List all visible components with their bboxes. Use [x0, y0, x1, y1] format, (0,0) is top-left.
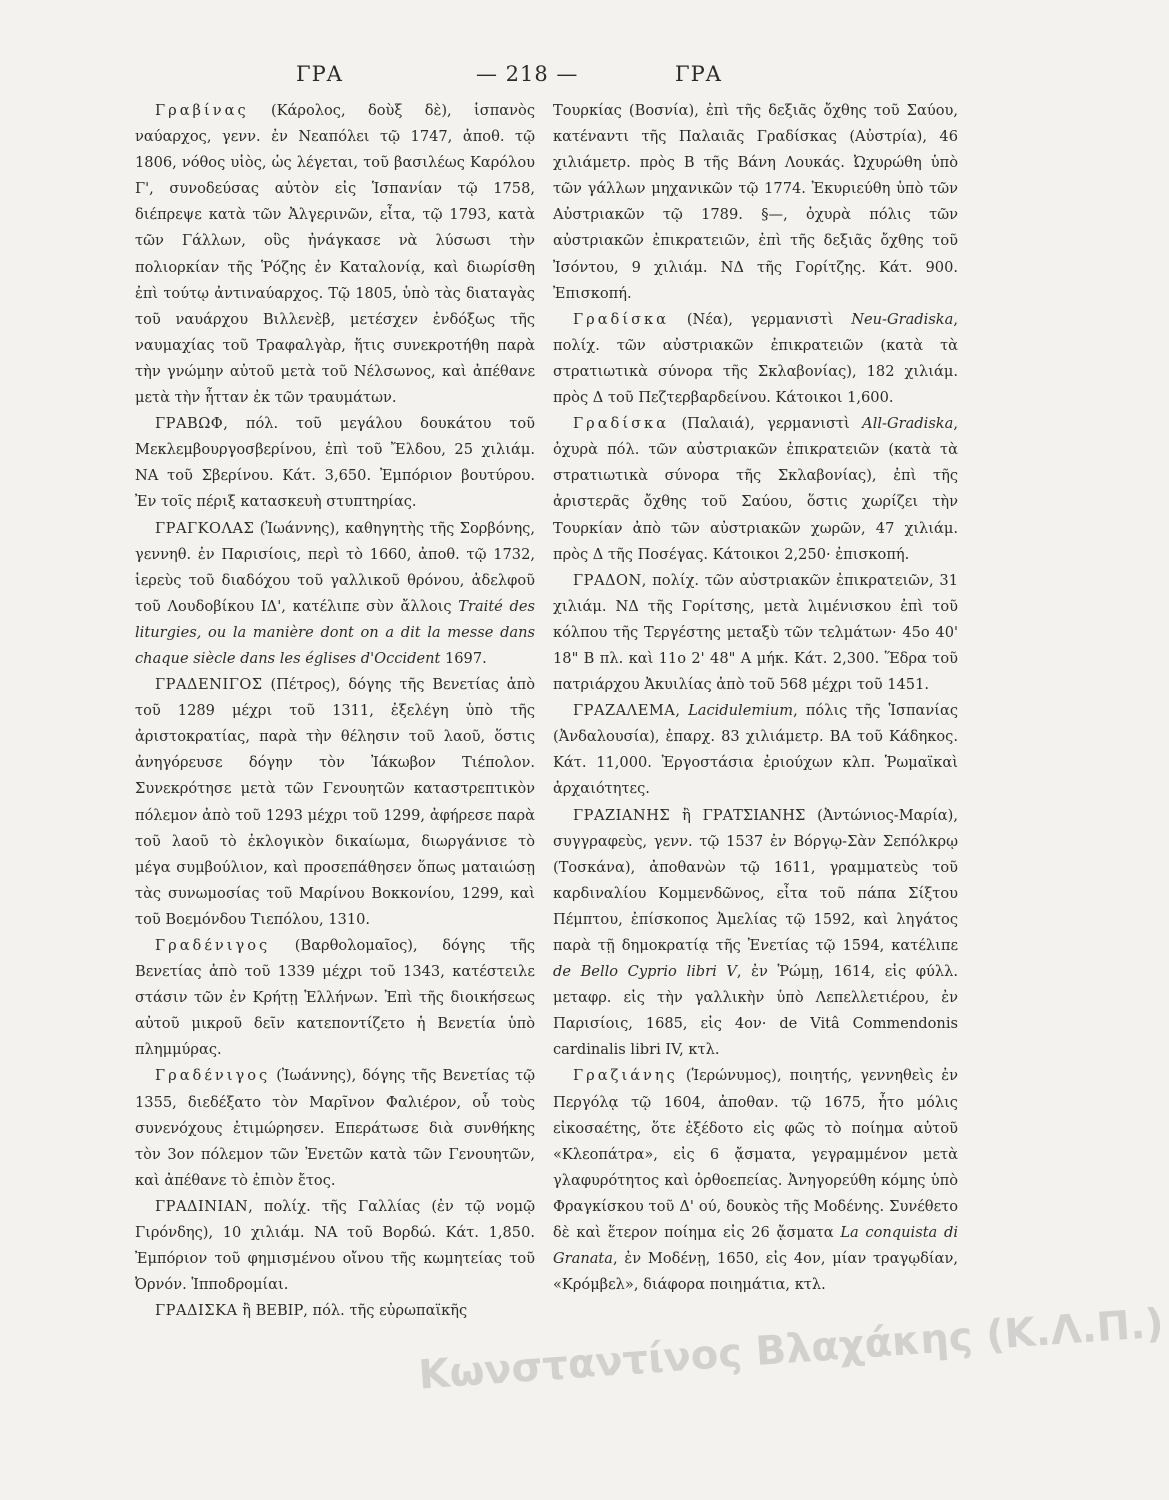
entry-text: (Κάρολος, δοὺξ δὲ), ἱσπανὸς ναύαρχος, γενν. ἐν Νεαπόλει τῷ 1747, ἀποθ. τῷ 1806, νόθος υἱὸς, ὡς λέγεται, τοῦ βασιλέως Καρόλου Γ', συνοδεύσας αὐτὸν εἰς Ἱσπανίαν τῷ 1758, διέπρεψε κατὰ τῶν Ἀλγερινῶν, εἶτα, τῷ 1793, κατὰ τῶν Γάλλων, οὓς ἠνάγκασε νὰ λύσωσι τὴν πολιορκίαν τῆς Ῥόζης ἐν Καταλονίᾳ, καὶ διωρίσθη ἐπὶ τούτῳ ἀντιναύαρχος. Τῷ 1805, ὑπὸ τὰς διαταγὰς τοῦ ναυάρχου Βιλλενὲβ, μετέσχεν ἐνδόξως τῆς ναυμαχίας τοῦ Τραφαλγὰρ, ἥτις συνεκροτήθη παρὰ τὴν γνώμην αὐτοῦ μετὰ τοῦ Νέλσωνος, καὶ ἀπέθανε μετὰ τὴν ἧτταν ἐκ τῶν τραυμάτων.	[135, 102, 535, 407]
entry-text: , πόλ. τοῦ μεγάλου δουκάτου τοῦ Μεκλεμβουργοσβερίνου, ἐπὶ τοῦ Ἔλδου, 25 χιλιάμ. ΝΑ τοῦ Σβερίνου. Κάτ. 3,650. Ἐμπόριον βουτύρου. Ἐν τοῖς πέριξ κατασκευὴ στυπτηρίας.	[135, 415, 535, 511]
entry-headword: Γραδίσκα	[573, 310, 670, 328]
dictionary-entry	[553, 307, 958, 411]
entry-italic-title: Neu-Gradiska	[851, 310, 954, 328]
entry-text: (Βαρθολομαῖος), δόγης τῆς Βενετίας ἀπὸ τοῦ 1339 μέχρι τοῦ 1343, κατέστειλε στάσιν τῶν ἐν Κρήτῃ Ἑλλήνων. Ἐπὶ τῆς διοικήσεως αὐτοῦ μικροῦ δεῖν κατεποντίζετο ἡ Βενετία ὑπὸ πλημμύρας.	[135, 937, 535, 1059]
entry-headword: Γραδένιγος	[155, 1067, 271, 1085]
left-column	[135, 98, 535, 1324]
entry-headword: ΓΡΑΓΚΟΛΑΣ	[155, 519, 255, 537]
dictionary-entry	[135, 98, 535, 411]
entry-headword: Γραζιάνης	[573, 1067, 678, 1085]
entry-text-tail: , πολίχ. τῶν αὐστριακῶν ἐπικρατειῶν (κατὰ τὰ στρατιωτικὰ σύνορα τῆς Σκλαβονίας), 182 χιλιάμ. πρὸς Δ τοῦ Πεζτερβαρδείνου. Κάτοικοι 1,600.	[553, 310, 958, 407]
dictionary-entry	[553, 568, 958, 698]
entry-headword: Γραδένιγος	[155, 937, 271, 954]
entry-headword: ΓΡΑΔΙΝΙΑΝ	[155, 1197, 249, 1215]
entry-headword: ΓΡΑΒΩΦ	[155, 415, 224, 433]
entry-text: (Πέτρος), δόγης τῆς Βενετίας ἀπὸ τοῦ 1289 μέχρι τοῦ 1311, ἐξελέγη ὑπὸ τῆς ἀριστοκρατίας, παρὰ τὴν θέλησιν τοῦ λαοῦ, ὅστις ἀνηγόρευσε δόγην τὸν Ἰάκωβον Τιέπολον. Συνεκρότησε μετὰ τῶν Γενουητῶν καταστρεπτικὸν πόλεμον ἀπὸ τοῦ 1293 μέχρι τοῦ 1299, ἀφήρεσε παρὰ τοῦ λαοῦ τὸ ἐκλογικὸν δικαίωμα, διωργάνισε τὸ μέγα συμβούλιον, καὶ προσεπάθησεν ὅπως ματαιώσῃ τὰς συνωμοσίας τοῦ Μαρίνου Βοκκονίου, 1299, καὶ τοῦ Βοεμόνδου Τιεπόλου, 1310.	[135, 676, 535, 928]
dictionary-entry	[553, 803, 958, 1064]
dictionary-entry	[135, 1063, 535, 1193]
entry-text: (Νέα), γερμανιστὶ	[669, 310, 852, 328]
entry-headword: Γραβίνας	[155, 102, 249, 119]
entry-text: , πολίχ. τῶν αὐστριακῶν ἐπικρατειῶν, 31 χιλιάμ. ΝΔ τῆς Γορίτσης, μετὰ λιμένισκου ἐπὶ τοῦ κόλπου τῆς Τεργέστης μεταξὺ τῶν τελμάτων· 45ο 40' 18" Β πλ. καὶ 11ο 2' 48" Α μήκ. Κάτ. 2,300. Ἕδρα τοῦ πατριάρχου Ἀκυιλίας ἀπὸ τοῦ 568 μέχρι τοῦ 1451.	[553, 571, 958, 694]
entry-text-tail: , ἐν Μοδένῃ, 1650, εἰς 4ον, μίαν τραγῳδίαν, «Κρόμβελ», διάφορα ποιημάτια, κτλ.	[553, 1250, 958, 1294]
entry-headword: ΓΡΑΔΕΝΙΓΟΣ	[155, 676, 263, 694]
entry-italic-title: Lacidulemium	[688, 702, 794, 720]
entry-text: (Ἱερώνυμος), ποιητής, γεννηθεὶς ἐν Περγόλᾳ τῷ 1604, ἀποθαν. τῷ 1675, ἦτο μόλις εἰκοσαέτης, ὅτε ἐξέδοτο εἰς φῶς τὸ ποίημα αὐτοῦ «Κλεοπάτρα», εἰς 6 ᾄσματα, γεγραμμένον μετὰ γλαφυρότητος καὶ ὀρθοεπείας. Ἀνηγορεύθη κόμης ὑπὸ Φραγκίσκου τοῦ Δ' ού, δουκὸς τῆς Μοδένης. Συνέθετο δὲ καὶ ἕτερον ποίημα εἰς 26 ᾄσματα	[553, 1067, 958, 1242]
page-number: — 218 —	[476, 62, 579, 86]
entry-text-tail: , ἐν Ῥώμῃ, 1614, εἰς φύλλ. μεταφρ. εἰς τὴν γαλλικὴν ὑπὸ Λεπελλετιέρου, ἐν Παρισίοις, 1685, εἰς 4ον· de Vitâ Commendonis cardinalis libri IV, κτλ.	[553, 963, 959, 1059]
dictionary-entry	[135, 672, 535, 933]
right-column	[553, 98, 958, 1298]
header-right-guide-word: ΓΡΑ	[675, 62, 722, 86]
entry-text: (Παλαιά), γερμανιστὶ	[669, 415, 863, 433]
dictionary-entry	[553, 411, 958, 568]
entry-headword: ΓΡΑΔΟΝ	[573, 571, 642, 589]
entry-text-tail: , πόλις τῆς Ἱσπανίας (Ἀνδαλουσία), ἐπαρχ. 83 χιλιάμετρ. ΒΑ τοῦ Κάδηκος. Κάτ. 11,000. Ἐργοστάσια ἐριούχων κλπ. Ῥωμαϊκαὶ ἀρχαιότητες.	[553, 702, 959, 798]
watermark-stamp: Κωνσταντίνος Βλαχάκης (Κ.Λ.Π.)	[417, 1300, 1166, 1399]
entry-text: (Ἰωάννης), καθηγητὴς τῆς Σορβόνης, γεννηθ. ἐν Παρισίοις, περὶ τὸ 1660, ἀποθ. τῷ 1732, ἱερεὺς τοῦ διαδόχου τοῦ γαλλικοῦ θρόνου, ἀδελφοῦ τοῦ Λουδοβίκου ΙΔ', κατέλιπε σὺν ἄλλοις	[135, 519, 535, 615]
page-header	[0, 62, 993, 96]
dictionary-entry	[135, 1298, 535, 1324]
entry-text-tail: , ὀχυρὰ πόλ. τῶν αὐστριακῶν ἐπικρατειῶν (κατὰ τὰ στρατιωτικὰ σύνορα τῆς Σκλαβονίας), ἐπὶ τῆς ἀριστερᾶς ὄχθης τοῦ Σαύου, ὅστις χωρίζει τὴν Τουρκίαν ἀπὸ τῶν αὐστριακῶν χωρῶν, 47 χιλιάμ. πρὸς Δ τῆς Ποσέγας. Κάτοικοι 2,250· ἐπισκοπή.	[553, 415, 958, 563]
entry-text: Τουρκίας (Βοσνία), ἐπὶ τῆς δεξιᾶς ὄχθης τοῦ Σαύου, κατέναντι τῆς Παλαιᾶς Γραδίσκας (Αὐστρία), 46 χιλιάμετρ. πρὸς Β τῆς Βάνη Λουκάς. Ὠχυρώθη ὑπὸ τῶν γάλλων μηχανικῶν τῷ 1774. Ἐκυριεύθη ὑπὸ τῶν Αὐστριακῶν τῷ 1789. §—, ὀχυρὰ πόλις τῶν αὐστριακῶν ἐπικρατειῶν, ἐπὶ τῆς δεξιᾶς ὄχθης τοῦ Ἰσόντου, 9 χιλιάμ. ΝΔ τῆς Γορίτζης. Κάτ. 900. Ἐπισκοπή.	[553, 102, 958, 302]
dictionary-entry	[135, 933, 535, 1063]
dictionary-entry	[135, 516, 535, 673]
entry-italic-title: de Bello Cyprio libri V	[553, 963, 737, 981]
header-left-guide-word: ΓΡΑ	[296, 62, 343, 86]
entry-text: (Ἰωάννης), δόγης τῆς Βενετίας τῷ 1355, διεδέξατο τὸν Μαρῖνον Φαλιέρον, οὗ τοὺς συνενόχους ἐτιμώρησεν. Επεράτωσε διὰ συνθήκης τὸν 3ον πόλεμον τῶν Ἐνετῶν κατὰ τῶν Γενουητῶν, καὶ ἀπέθανε τὸ ἐπιὸν ἔτος.	[135, 1067, 535, 1189]
dictionary-entry	[135, 1194, 535, 1298]
entry-headword: ΓΡΑΖΑΛΕΜΑ	[573, 702, 676, 720]
entry-italic-title: Traité des liturgies, ou la manière dont on a dit la messe dans chaque siècle dans les églises d'Occident	[135, 597, 536, 667]
entry-italic-title: All-Gradiska	[862, 415, 954, 433]
entry-text: ,	[675, 702, 689, 720]
entry-headword: ΓΡΑΔΙΣΚΑ	[155, 1302, 238, 1320]
entry-italic-title: La conquista di Granata	[553, 1224, 958, 1268]
entry-text-tail: 1697.	[440, 649, 487, 667]
entry-text: ἢ ΒΕΒΙΡ, πόλ. τῆς εὐρωπαϊκῆς	[237, 1302, 468, 1320]
entry-headword: ΓΡΑΖΙΑΝΗΣ	[573, 806, 671, 824]
dictionary-entry	[553, 698, 958, 802]
entry-text: , πολίχ. τῆς Γαλλίας (ἐν τῷ νομῷ Γιρόνδης), 10 χιλιάμ. ΝΑ τοῦ Βορδώ. Κάτ. 1,850. Ἐμπόριον τοῦ φημισμένου οἴνου τῆς κωμητείας τοῦ Ὀρνόν. Ἱπποδρομίαι.	[135, 1197, 535, 1294]
entry-text: ἢ ΓΡΑΤΣΙΑΝΗΣ (Ἀντώνιος-Μαρία), συγγραφεὺς, γενν. τῷ 1537 ἐν Βόργῳ-Σὰν Σεπόλκρῳ (Τοσκάνα), ἀποθανὼν τῷ 1611, γραμματεὺς τοῦ καρδιναλίου Κομμενδῶνος, εἶτα τοῦ πάπα Σίξτου Πέμπτου, ἐπίσκοπος Ἀμελίας τῷ 1592, καὶ ληγάτος παρὰ τῇ δημοκρατίᾳ τῆς Ἐνετίας τῷ 1594, κατέλιπε	[553, 806, 958, 954]
dictionary-entry	[135, 411, 535, 515]
dictionary-entry	[553, 98, 958, 307]
entry-headword: Γραδίσκα	[573, 415, 670, 433]
dictionary-entry	[553, 1063, 958, 1298]
